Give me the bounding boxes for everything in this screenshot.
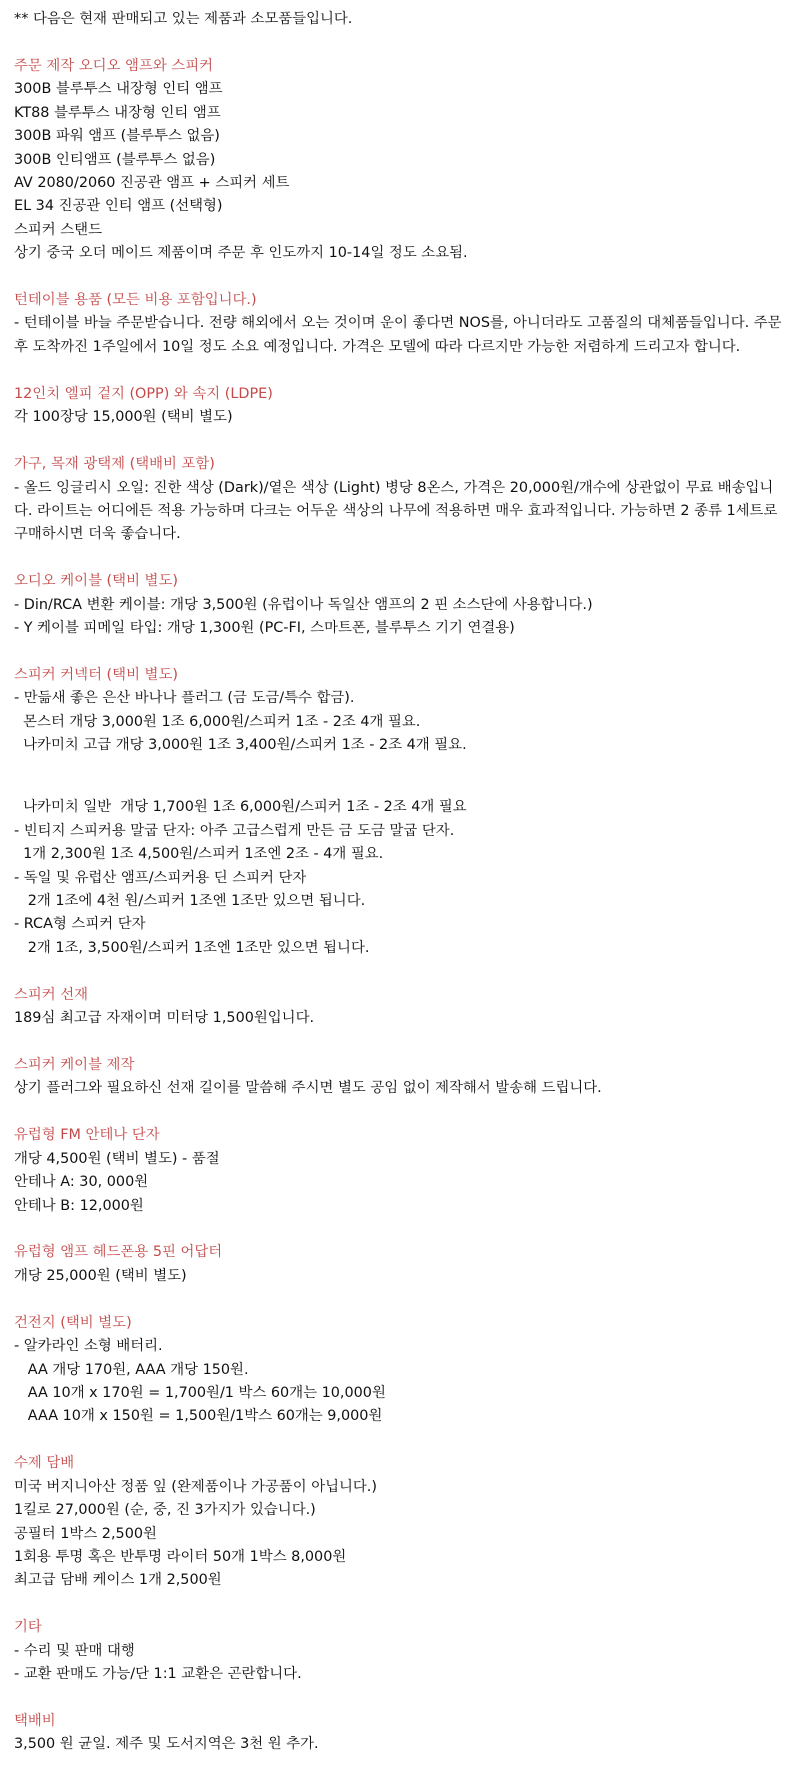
section-line: - 턴테이블 바늘 주문받습니다. 전량 해외에서 오는 것이며 운이 좋다면 NOS를, 아니더라도 고품질의 대체품들입니다. 주문 후 도착까진 1주일에서 10일 정도 소요 예정입니다. 가격은 모델에 따라 다르지만 가능한 저렴하게 드리고자 합니다.	[14, 315, 787, 355]
section-spacer	[14, 31, 789, 55]
document-body	[14, 8, 789, 1757]
section-line: 최고급 담배 케이스 1개 2,500원	[14, 1572, 222, 1589]
section-heading: 유럽형 앰프 헤드폰용 5핀 어답터	[14, 1244, 223, 1261]
section	[14, 266, 789, 360]
section-line: - 알카라인 소형 배터리.	[14, 1338, 163, 1355]
section-spacer	[14, 960, 789, 984]
section-line: AV 2080/2060 진공관 앰프 + 스피커 세트	[14, 174, 290, 191]
section-line: 2개 1조, 3,500원/스피커 1조엔 1조만 있으면 됩니다.	[14, 939, 370, 956]
section	[14, 960, 789, 1030]
section-line: 300B 파워 앰프 (블루투스 없음)	[14, 128, 220, 145]
section	[14, 1288, 789, 1429]
section-line: 상기 플러그와 필요하신 선재 길이를 말씀해 주시면 별도 공임 없이 제작해서 발송해 드립니다.	[14, 1080, 602, 1097]
section-spacer	[14, 1218, 789, 1242]
section-heading: 주문 제작 오디오 앰프와 스피커	[14, 57, 214, 74]
section-spacer	[14, 1429, 789, 1453]
section-spacer	[14, 1031, 789, 1055]
section-line: - Din/RCA 변환 케이블: 개당 3,500원 (유럽이나 독일산 앰프의 2 핀 소스단에 사용합니다.)	[14, 596, 593, 613]
section-line: - Y 케이블 피메일 타입: 개당 1,300원 (PC-FI, 스마트폰, 블루투스 기기 연결용)	[14, 620, 515, 637]
section-line: - 교환 판매도 가능/단 1:1 교환은 곤란합니다.	[14, 1666, 302, 1683]
section	[14, 31, 789, 265]
section-heading: 가구, 목재 광택제 (택배비 포함)	[14, 456, 215, 473]
section-line: 공필터 1박스 2,500원	[14, 1525, 157, 1542]
section-line: 1킬로 27,000원 (순, 중, 진 3가지가 있습니다.)	[14, 1502, 316, 1519]
section	[14, 1031, 789, 1101]
section-line: 1개 2,300원 1조 4,500원/스피커 1조엔 2조 - 4개 필요.	[14, 846, 384, 863]
section-spacer	[14, 1593, 789, 1617]
section-line: 300B 블루투스 내장형 인티 앰프	[14, 81, 223, 98]
section-line: 안테나 A: 30, 000원	[14, 1174, 149, 1191]
section-heading: 스피커 커넥터 (택비 별도)	[14, 666, 178, 683]
section	[14, 1218, 789, 1288]
section	[14, 547, 789, 641]
section-heading: 택배비	[14, 1712, 56, 1729]
section-heading: 건전지 (택비 별도)	[14, 1314, 132, 1331]
section-line: - 올드 잉글리시 오일: 진한 색상 (Dark)/옅은 색상 (Light) 병당 8온스, 가격은 20,000원/개수에 상관없이 무료 배송입니다. 라이트는 어디에든 적용 가능하며 다크는 어두운 색상의 나무에 적용하면 매우 효과적입니다. 가능하면 2 종류 1세트로 구매하시면 더욱 좋습니다.	[14, 479, 782, 543]
section-spacer	[14, 430, 789, 454]
section-heading: 오디오 케이블 (택비 별도)	[14, 573, 178, 590]
section-heading: 스피커 케이블 제작	[14, 1057, 135, 1073]
section-heading: 12인치 엘피 겉지 (OPP) 와 속지 (LDPE)	[14, 385, 273, 402]
section	[14, 1429, 789, 1593]
section-heading: 기타	[14, 1619, 42, 1636]
section-line: 몬스터 개당 3,000원 1조 6,000원/스피커 1조 - 2조 4개 필요.	[14, 713, 421, 730]
line-spacer	[14, 772, 789, 782]
section-line: 각 100장당 15,000원 (택비 별도)	[14, 409, 233, 426]
section-heading: 수제 담배	[14, 1455, 75, 1472]
section-heading: 유럽형 FM 안테나 단자	[14, 1127, 160, 1144]
section-line: 나카미치 고급 개당 3,000원 1조 3,400원/스피커 1조 - 2조 4개 필요.	[14, 737, 467, 754]
section-line: 나카미치 일반 개당 1,700원 1조 6,000원/스피커 1조 - 2조 4개 필요	[14, 799, 467, 816]
section-line: AA 개당 170원, AAA 개당 150원.	[14, 1361, 249, 1378]
section	[14, 359, 789, 429]
section-line: 미국 버지니아산 정품 잎 (완제품이나 가공품이 아닙니다.)	[14, 1478, 377, 1495]
section-line: 189심 최고급 자재이며 미터당 1,500원입니다.	[14, 1010, 315, 1027]
section-line: AAA 10개 x 150원 = 1,500원/1박스 60개는 9,000원	[14, 1408, 383, 1425]
section	[14, 430, 789, 547]
section-line: AA 10개 x 170원 = 1,700원/1 박스 60개는 10,000원	[14, 1384, 386, 1401]
section-line: 2개 1조에 4천 원/스피커 1조엔 1조만 있으면 됩니다.	[14, 892, 366, 909]
section-heading: 스피커 선재	[14, 986, 89, 1003]
intro-text: ** 다음은 현재 판매되고 있는 제품과 소모품들입니다.	[14, 11, 353, 27]
section-line: - 빈티지 스피커용 말굽 단자: 아주 고급스럽게 만든 금 도금 말굽 단자.	[14, 822, 455, 839]
section	[14, 640, 789, 960]
section	[14, 1593, 789, 1687]
section	[14, 1101, 789, 1218]
section-line: 개당 4,500원 (택비 별도) - 품절	[14, 1150, 220, 1167]
section-line: - 만듦새 좋은 은산 바나나 플러그 (금 도금/특수 합금).	[14, 690, 355, 707]
section-spacer	[14, 1101, 789, 1125]
section-spacer	[14, 266, 789, 290]
section-line: 개당 25,000원 (택비 별도)	[14, 1267, 187, 1284]
section-spacer	[14, 1288, 789, 1312]
section-spacer	[14, 1686, 789, 1710]
section-line: 300B 인티앰프 (블루투스 없음)	[14, 151, 216, 168]
section-heading: 턴테이블 용품 (모든 비용 포함입니다.)	[14, 292, 257, 309]
section-line: KT88 블루투스 내장형 인티 앰프	[14, 104, 221, 121]
sections-container	[14, 31, 789, 1756]
section-spacer	[14, 547, 789, 571]
section-line: 안테나 B: 12,000원	[14, 1197, 144, 1214]
section-line: - 수리 및 판매 대행	[14, 1642, 135, 1659]
section-line: 3,500 원 균일. 제주 및 도서지역은 3천 원 추가.	[14, 1736, 319, 1753]
section-spacer	[14, 359, 789, 383]
section-line: EL 34 진공관 인티 앰프 (선택형)	[14, 198, 223, 215]
section-line: - RCA형 스피커 단자	[14, 916, 146, 933]
section-spacer	[14, 640, 789, 664]
section-line: 상기 중국 오더 메이드 제품이며 주문 후 인도까지 10-14일 정도 소요됨.	[14, 245, 468, 262]
section-line: 스피커 스탠드	[14, 221, 102, 238]
section-line: - 독일 및 유럽산 앰프/스피커용 딘 스피커 단자	[14, 869, 307, 886]
section-line: 1회용 투명 혹은 반투명 라이터 50개 1박스 8,000원	[14, 1548, 347, 1565]
section	[14, 1686, 789, 1756]
